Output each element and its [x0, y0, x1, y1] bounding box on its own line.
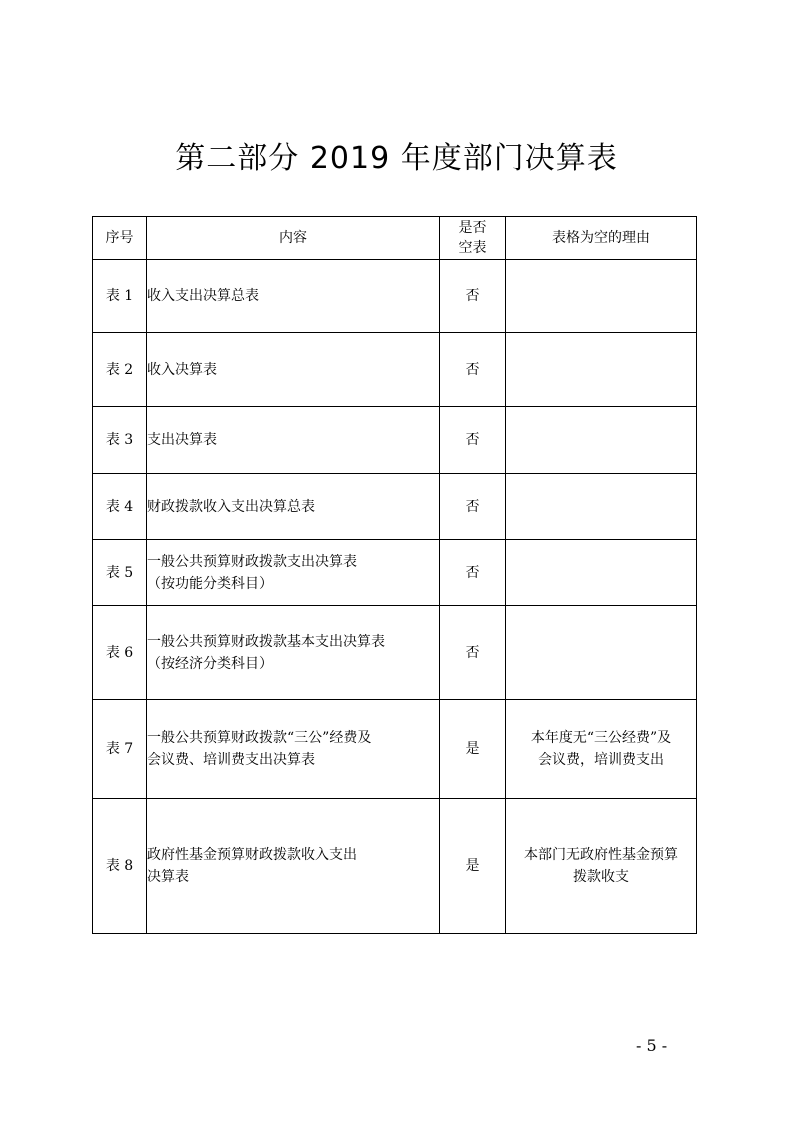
- row-content-line1: 支出决算表: [147, 432, 217, 448]
- account-tables-list: [92, 216, 697, 934]
- row-index: 表 1: [93, 260, 147, 333]
- row-index: 表 2: [93, 333, 147, 407]
- table-row: [93, 700, 697, 799]
- table-row: [93, 260, 697, 333]
- row-reason: [506, 606, 697, 700]
- table-row: [93, 474, 697, 540]
- row-index: 表 3: [93, 407, 147, 474]
- table-row: [93, 540, 697, 606]
- row-content-line2: 决算表: [147, 869, 189, 885]
- header-content: 内容: [147, 217, 440, 260]
- header-is-empty-line2: 空表: [458, 240, 487, 256]
- row-content: [147, 333, 440, 407]
- table-row: [93, 606, 697, 700]
- row-index: 表 4: [93, 474, 147, 540]
- row-reason: [506, 407, 697, 474]
- header-index: 序号: [93, 217, 147, 260]
- row-reason: [506, 799, 697, 934]
- row-is-empty: 否: [440, 606, 506, 700]
- table-header-row: [93, 217, 697, 260]
- row-content-line1: 财政拨款收入支出决算总表: [147, 498, 315, 515]
- row-content-line2: （按功能分类科目）: [147, 575, 273, 592]
- row-reason-line1: 本年度无“三公经费”及: [530, 730, 672, 746]
- row-content-line1: 一般公共预算财政拨款基本支出决算表: [147, 633, 385, 650]
- row-reason: [506, 333, 697, 407]
- row-index: 表 8: [93, 799, 147, 934]
- row-content-line1: 收入决算表: [147, 361, 217, 378]
- row-content-line2: 会议费、培训费支出决算表: [147, 752, 315, 768]
- row-content: [147, 474, 440, 540]
- row-content: [147, 606, 440, 700]
- row-reason-line1: 本部门无政府性基金预算: [524, 847, 678, 863]
- row-content-line1: 政府性基金预算财政拨款收入支出: [147, 847, 357, 863]
- row-is-empty: 否: [440, 540, 506, 606]
- row-is-empty: 是: [440, 700, 506, 799]
- row-index: 表 7: [93, 700, 147, 799]
- row-is-empty: 否: [440, 407, 506, 474]
- row-reason: [506, 474, 697, 540]
- row-content-line2: （按经济分类科目）: [147, 655, 273, 672]
- row-content: [147, 260, 440, 333]
- row-index: 表 5: [93, 540, 147, 606]
- row-reason: [506, 540, 697, 606]
- row-content-line1: 一般公共预算财政拨款“三公”经费及: [147, 730, 372, 746]
- header-is-empty: [440, 217, 506, 260]
- row-reason: [506, 260, 697, 333]
- row-content: [147, 700, 440, 799]
- page-title: 第二部分 2019 年度部门决算表: [175, 141, 618, 176]
- row-content: [147, 540, 440, 606]
- header-reason: 表格为空的理由: [506, 217, 697, 260]
- row-is-empty: 是: [440, 799, 506, 934]
- table-row: [93, 407, 697, 474]
- row-reason-line2: 拨款收支: [573, 869, 629, 885]
- row-content: [147, 407, 440, 474]
- header-is-empty-line1: 是否: [458, 220, 487, 236]
- page-number: - 5 -: [636, 1036, 668, 1055]
- row-is-empty: 否: [440, 260, 506, 333]
- row-is-empty: 否: [440, 474, 506, 540]
- row-is-empty: 否: [440, 333, 506, 407]
- row-content: [147, 799, 440, 934]
- table-row: [93, 333, 697, 407]
- row-content-line1: 收入支出决算总表: [147, 288, 259, 304]
- row-content-line1: 一般公共预算财政拨款支出决算表: [147, 553, 357, 570]
- row-index: 表 6: [93, 606, 147, 700]
- table-row: [93, 799, 697, 934]
- row-reason-line2: 会议费，培训费支出: [538, 752, 664, 768]
- row-reason: [506, 700, 697, 799]
